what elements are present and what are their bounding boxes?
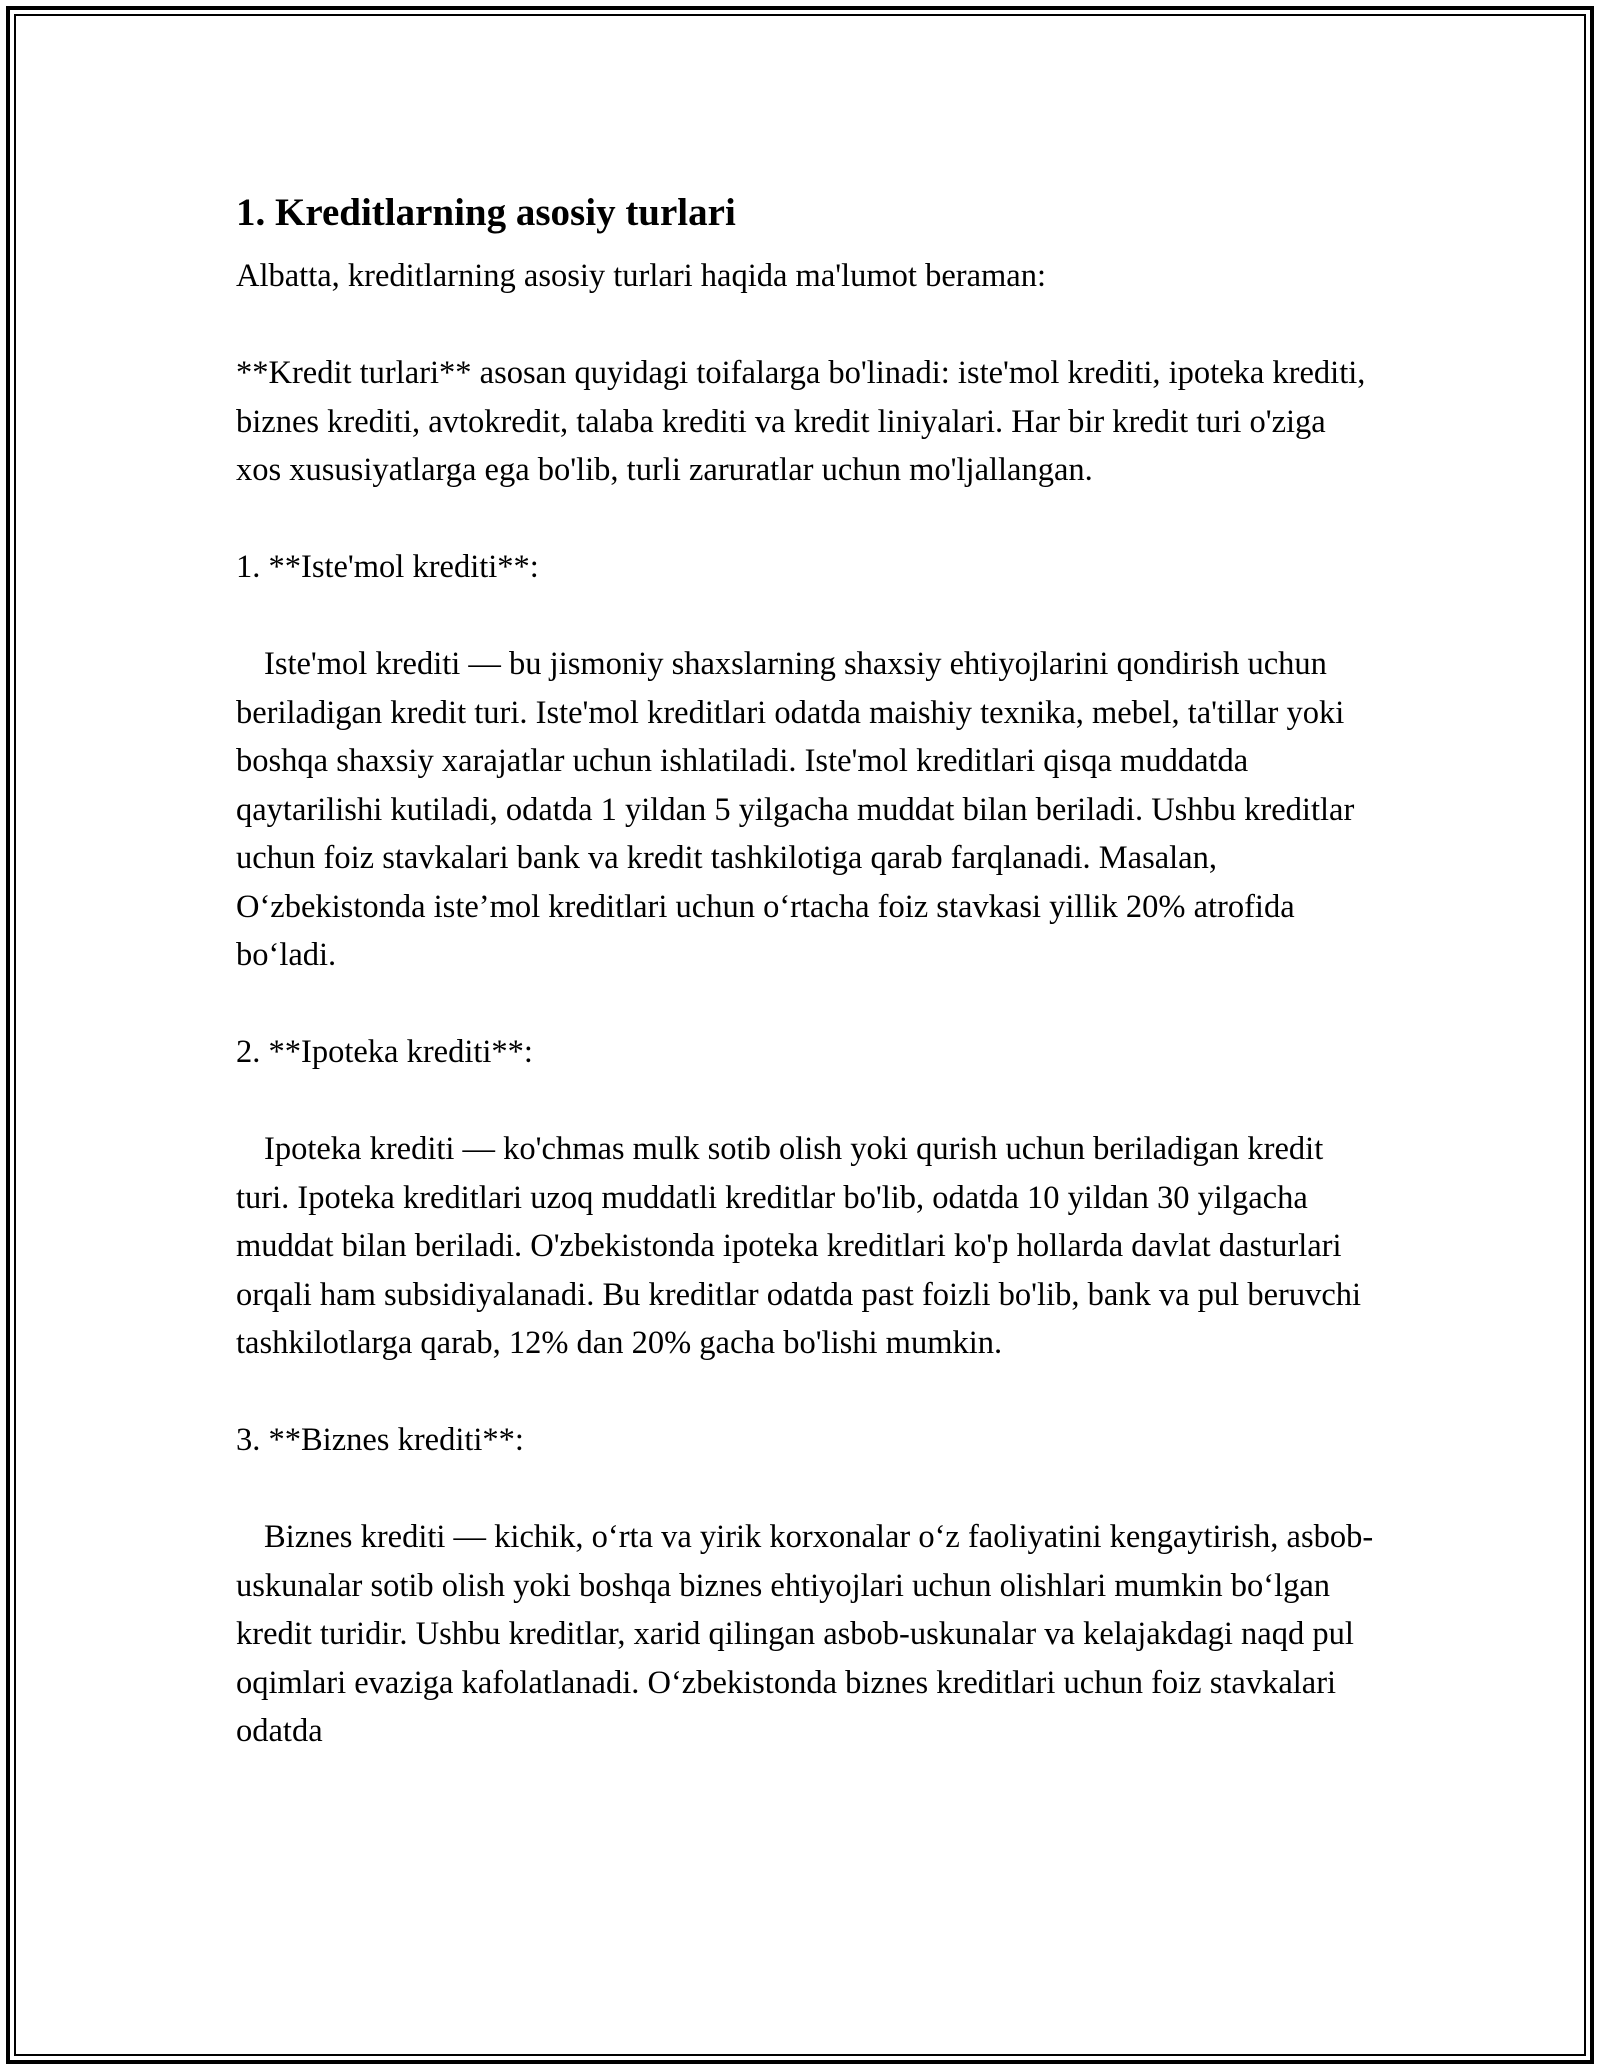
intro-paragraph: Albatta, kreditlarning asosiy turlari haqida ma'lumot beraman: <box>236 258 1046 294</box>
section-heading-business-credit: 3. **Biznes krediti**: <box>236 1422 524 1458</box>
section-body-consumer-credit: Iste'mol krediti — bu jismoniy shaxslarning shaxsiy ehtiyojlarini qondirish uchun beriladigan kredit turi. Iste'mol kreditlari odatda maishiy texnika, mebel, ta'tillar yoki boshqa shaxsiy xarajatlar uchun ishlatiladi. Iste'mol kreditlari qisqa muddatda qaytarilishi kutiladi, odatda 1 yildan 5 yilgacha muddat bilan beriladi. Ushbu kreditlar uchun foiz stavkalari bank va kredit tashkilotiga qarab farqlanadi. Masalan, O‘zbekistonda iste’mol kreditlari uchun o‘rtacha foiz stavkasi yillik 20% atrofida bo‘ladi. <box>236 646 1363 973</box>
section-body-business-credit: Biznes krediti — kichik, o‘rta va yirik korxonalar o‘z faoliyatini kengaytirish, asbob-uskunalar sotib olish yoki boshqa biznes ehtiyojlari uchun olishlari mumkin bo‘lgan kredit turidir. Ushbu kreditlar, xarid qilingan asbob-uskunalar va kelajakdagi naqd pul oqimlari evaziga kafolatlanadi. O‘zbekistonda biznes kreditlari uchun foiz stavkalari odatda <box>236 1519 1374 1749</box>
section-heading-mortgage-credit: 2. **Ipoteka krediti**: <box>236 1034 533 1070</box>
section-heading-consumer-credit: 1. **Iste'mol krediti**: <box>236 549 539 585</box>
section-body-mortgage-credit: Ipoteka krediti — ko'chmas mulk sotib olish yoki qurish uchun beriladigan kredit turi. Ipoteka kreditlari uzoq muddatli kreditlar bo'lib, odatda 10 yildan 30 yilgacha muddat bilan beriladi. O'zbekistonda ipoteka kreditlari ko'p hollarda davlat dasturlari orqali ham subsidiyalanadi. Bu kreditlar odatda past foizli bo'lib, bank va pul beruvchi tashkilotlarga qarab, 12% dan 20% gacha bo'lishi mumkin. <box>236 1131 1370 1361</box>
document-title: 1. Kreditlarning asosiy turlari <box>236 191 736 234</box>
summary-paragraph: **Kredit turlari** asosan quyidagi toifalarga bo'linadi: iste'mol krediti, ipoteka krediti, biznes krediti, avtokredit, talaba krediti va kredit liniyalari. Har bir kredit turi o'ziga xos xususiyatlarga ega bo'lib, turli zaruratlar uchun mo'ljallangan. <box>236 355 1374 488</box>
document-body <box>236 186 1376 1804</box>
